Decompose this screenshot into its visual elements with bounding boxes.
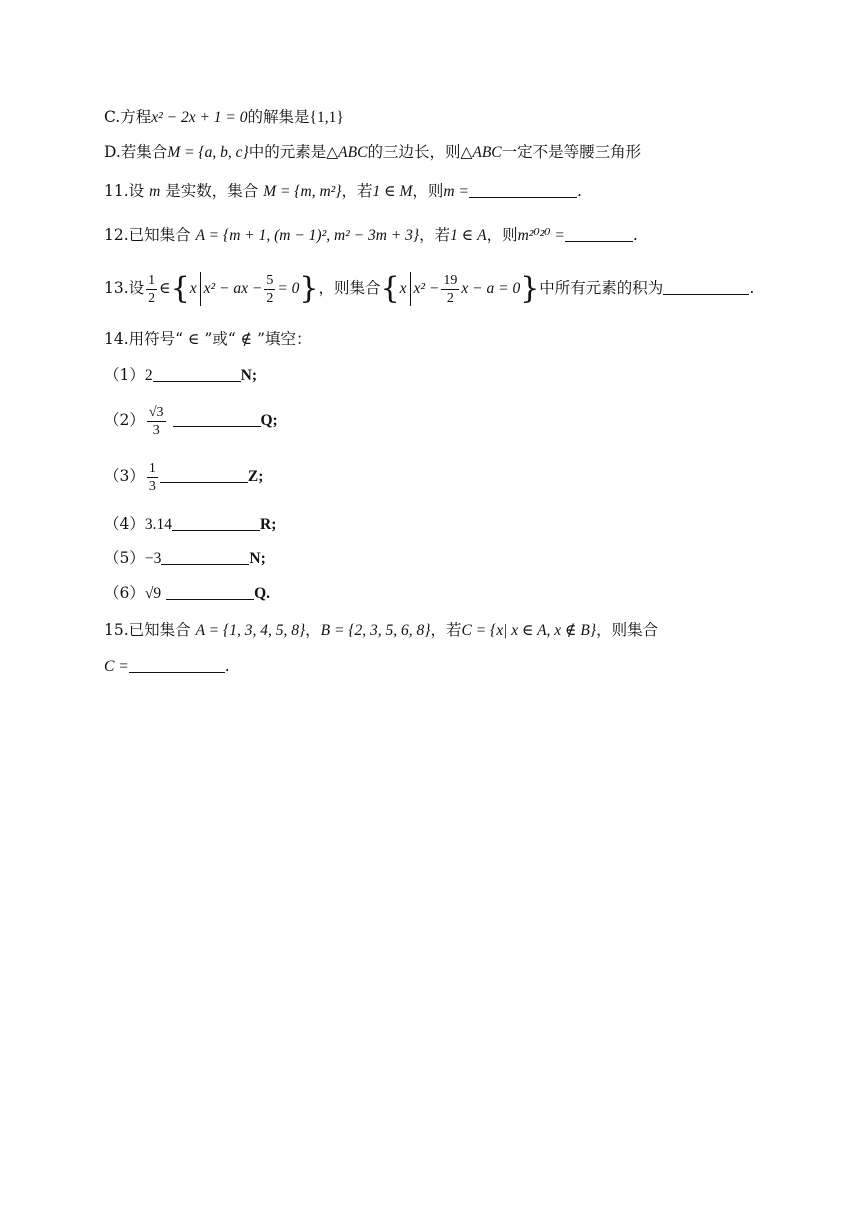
q14-item-4-set: R;	[260, 516, 277, 533]
q14-item-4-blank[interactable]	[172, 516, 260, 531]
option-d-mid2: 的三边长，则	[367, 143, 461, 161]
q11-lead: 11.设	[104, 182, 145, 200]
q13-set1-open-brace: {	[170, 271, 190, 306]
q13-fraction-2-num: 5	[266, 272, 274, 288]
q14-item-6-set: Q.	[254, 585, 271, 602]
q12-cond-pre: ，若	[419, 226, 451, 244]
q13-end: .	[749, 279, 755, 297]
question-15	[104, 620, 658, 641]
question-11	[104, 181, 582, 202]
q15-set-c: C = {x| x ∈ A, x ∉ B}	[461, 622, 597, 639]
q14-item-1-blank[interactable]	[153, 367, 241, 382]
q13-mid: ，则集合	[318, 279, 381, 297]
q13-in: ∈	[159, 280, 171, 297]
q13-fraction-1	[146, 272, 157, 307]
q14-item-1-value: 2	[144, 367, 153, 384]
q13-set1-cond: x² − ax −	[203, 280, 263, 297]
q15-cond-pre: ，若	[430, 621, 462, 639]
q11-ask: m =	[443, 183, 469, 200]
q12-answer-blank[interactable]	[565, 227, 633, 242]
q12-ask: m²⁰²⁰ =	[517, 227, 565, 244]
q13-fraction-2	[264, 272, 275, 307]
option-c-equation: x² − 2x + 1 = 0	[151, 109, 248, 126]
q14-item-2	[104, 400, 278, 441]
question-15-answer-line	[104, 656, 230, 677]
q14-item-3-label: （3）	[104, 467, 145, 485]
q13-answer-blank[interactable]	[663, 280, 749, 295]
q13-set1-var: x	[189, 280, 197, 297]
option-d-triangle-1: △ABC	[326, 144, 368, 161]
q13-fraction-1-den: 2	[148, 290, 156, 306]
q15-ask: C =	[104, 658, 129, 675]
q12-end: .	[632, 226, 638, 244]
q13-set2-close-brace: }	[520, 271, 540, 306]
q13-tail: 中所有元素的积为	[539, 279, 664, 297]
q13-fraction-1-num: 1	[148, 272, 156, 288]
q11-set: M = {m, m²}	[263, 183, 342, 200]
q12-set: A = {m + 1, (m − 1)², m² − 3m + 3}	[195, 227, 420, 244]
q13-set2-var: x	[399, 280, 407, 297]
q14-item-2-den: 3	[152, 422, 160, 438]
q13-fraction-3-num: 19	[443, 272, 458, 288]
q11-cond: 1 ∈ M	[372, 183, 413, 200]
q12-ask-pre: ，则	[486, 226, 518, 244]
q14-item-2-num: √3	[148, 404, 164, 420]
q14-item-4-value: 3.14	[144, 516, 172, 533]
q14-item-6-value: √9	[144, 585, 162, 602]
q15-lead: 15.已知集合	[104, 621, 191, 639]
question-14-title: 14.用符号“ ∈ ”或“ ∉ ”填空：	[104, 330, 312, 348]
option-d	[104, 142, 641, 163]
option-c	[104, 107, 344, 128]
q14-item-3-set: Z;	[247, 468, 264, 485]
q14-item-5-label: （5）	[104, 549, 145, 567]
q13-set2-open-brace: {	[380, 271, 400, 306]
q14-item-3	[104, 456, 263, 497]
q15-tail: ，则集合	[596, 621, 659, 639]
q12-lead: 12.已知集合	[104, 226, 191, 244]
q14-item-6-label: （6）	[104, 584, 145, 602]
q13-fraction-2-den: 2	[266, 290, 274, 306]
q11-answer-blank[interactable]	[469, 183, 577, 198]
q11-cond-pre: ，若	[341, 182, 373, 200]
q11-mid: 是实数，集合	[165, 182, 259, 200]
q15-set-a: A = {1, 3, 4, 5, 8}	[195, 622, 306, 639]
q12-cond: 1 ∈ A	[450, 227, 487, 244]
q15-answer-blank[interactable]	[129, 658, 225, 673]
q13-set1-bar	[200, 272, 201, 306]
question-12	[104, 225, 638, 246]
q13-set1-eq: = 0	[277, 280, 300, 297]
q14-item-2-blank[interactable]	[173, 412, 261, 427]
q14-item-5-blank[interactable]	[161, 550, 249, 565]
q11-ask-pre: ，则	[412, 182, 444, 200]
q14-item-1-label: （1）	[104, 366, 145, 384]
q13-set1-close-brace: }	[299, 271, 319, 306]
option-d-tail: 一定不是等腰三角形	[501, 143, 642, 161]
q13-set2-cond: x² −	[413, 280, 440, 297]
q14-item-4	[104, 514, 276, 535]
q14-item-5	[104, 548, 266, 569]
q14-item-5-value: −3	[144, 550, 162, 567]
option-d-mid: 中的元素是	[248, 143, 327, 161]
q14-item-5-set: N;	[249, 550, 266, 567]
q14-item-3-blank[interactable]	[160, 468, 248, 483]
q13-fraction-3-den: 2	[446, 290, 454, 306]
q14-item-4-label: （4）	[104, 515, 145, 533]
q13-lead: 13.设	[104, 279, 145, 297]
option-c-mid: 的解集是	[247, 108, 310, 126]
q15-set-b: B = {2, 3, 5, 6, 8}	[320, 622, 431, 639]
option-d-triangle-2: △ABC	[460, 144, 502, 161]
q14-item-3-den: 3	[148, 478, 156, 494]
q14-item-2-label: （2）	[104, 411, 145, 429]
q14-item-6	[104, 583, 270, 604]
option-d-set: M = {a, b, c}	[167, 144, 249, 161]
q13-set2-bar	[410, 272, 411, 306]
q14-item-1-set: N;	[240, 367, 257, 384]
q15-sep: ，	[305, 621, 321, 639]
q14-item-1	[104, 365, 257, 386]
q15-end: .	[224, 657, 230, 675]
q14-item-2-fraction	[147, 404, 166, 439]
option-c-lead: C.方程	[104, 108, 152, 126]
q14-item-3-fraction	[147, 460, 158, 495]
q14-item-3-num: 1	[148, 460, 156, 476]
q13-set2-rest: x − a = 0	[461, 280, 521, 297]
q14-item-2-set: Q;	[260, 412, 278, 429]
option-c-set: {1,1}	[309, 109, 344, 126]
q11-end: .	[576, 182, 582, 200]
q13-fraction-3	[441, 272, 459, 307]
q14-item-6-blank[interactable]	[166, 585, 254, 600]
option-d-lead: D.若集合	[104, 143, 168, 161]
q11-m: m	[149, 183, 161, 200]
question-13	[104, 268, 754, 309]
